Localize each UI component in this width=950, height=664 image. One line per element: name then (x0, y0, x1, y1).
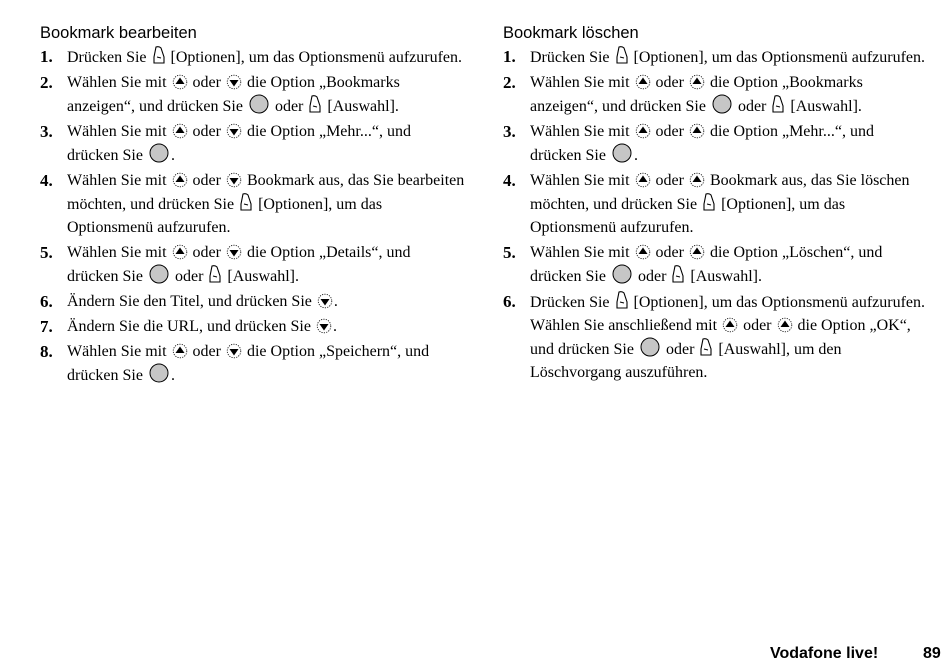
nav-down-icon (226, 343, 242, 359)
softkey-right-icon (615, 45, 629, 65)
step-text: oder (651, 123, 688, 140)
step-number: 4. (503, 171, 516, 190)
step-text: oder (739, 317, 776, 334)
step-text: Bookmark aus, das Sie bearbeiten möchten, und drücken Sie (67, 172, 465, 213)
step-text: oder (188, 172, 225, 189)
nav-up-icon (689, 74, 705, 90)
step-text: . (332, 318, 337, 335)
step-item (503, 241, 928, 288)
nav-up-icon (689, 244, 705, 260)
step-text: Wählen Sie mit (530, 123, 634, 140)
section-heading: Bookmark bearbeiten (40, 24, 197, 42)
step-text: oder (188, 123, 225, 140)
step-text: Wählen Sie mit (67, 74, 171, 91)
step-text: Wählen Sie mit (67, 343, 171, 360)
step-number: 6. (503, 292, 516, 311)
step-text: oder (188, 343, 225, 360)
step-text: die Option „Löschen“, und drücken Sie (530, 244, 883, 285)
step-number: 5. (503, 243, 516, 262)
step-text: [Auswahl]. (323, 98, 399, 115)
step-item (40, 290, 465, 313)
nav-down-icon (317, 293, 333, 309)
step-text: oder (270, 98, 308, 115)
step-number: 5. (40, 243, 53, 262)
step-text: Wählen Sie mit (67, 172, 171, 189)
nav-down-icon (316, 318, 332, 334)
step-number: 4. (40, 171, 53, 190)
step-text: . (333, 293, 338, 310)
step-text: [Auswahl]. (223, 268, 299, 285)
step-text: [Optionen], um das Optionsmenü aufzurufen. Wählen Sie anschließend mit (530, 294, 926, 334)
step-text: Ändern Sie die URL, und drücken Sie (67, 318, 315, 335)
step-text: [Optionen], um das Optionsmenü aufzurufen. (530, 196, 846, 236)
step-list (503, 45, 928, 384)
step-text: . (170, 367, 175, 384)
step-text: . (170, 147, 175, 164)
page-number: 89 (923, 645, 941, 662)
center-key-icon (148, 264, 170, 284)
softkey-right-icon (208, 264, 222, 284)
step-text: Wählen Sie mit (67, 123, 171, 140)
softkey-right-icon (308, 94, 322, 114)
step-text: oder (188, 244, 225, 261)
step-number: 2. (503, 73, 516, 92)
step-item (40, 315, 465, 338)
step-text: Drücken Sie (530, 49, 614, 66)
nav-up-icon (172, 74, 188, 90)
step-text: oder (188, 74, 225, 91)
step-number: 3. (503, 122, 516, 141)
softkey-right-icon (702, 192, 716, 212)
step-text: [Auswahl]. (786, 98, 862, 115)
center-key-icon (711, 94, 733, 114)
step-text: oder (651, 74, 688, 91)
nav-up-icon (172, 172, 188, 188)
step-item (40, 45, 465, 69)
step-text: oder (633, 268, 671, 285)
step-text: . (633, 147, 638, 164)
nav-down-icon (226, 74, 242, 90)
section-delete-bookmark (503, 22, 928, 386)
step-item (503, 45, 928, 69)
nav-up-icon (635, 172, 651, 188)
step-text: die Option „Details“, und drücken Sie (67, 244, 411, 285)
step-item (40, 120, 465, 167)
step-number: 1. (40, 47, 53, 66)
step-number: 3. (40, 122, 53, 141)
step-text: oder (661, 341, 699, 358)
step-text: Drücken Sie (67, 49, 151, 66)
step-number: 8. (40, 342, 53, 361)
step-text: oder (733, 98, 771, 115)
nav-down-icon (226, 172, 242, 188)
nav-up-icon (635, 244, 651, 260)
center-key-icon (248, 94, 270, 114)
section-heading: Bookmark löschen (503, 24, 639, 42)
nav-up-icon (635, 74, 651, 90)
step-text: die Option „Bookmarks anzeigen“, und drücken Sie (530, 74, 863, 115)
center-key-icon (611, 143, 633, 163)
softkey-right-icon (771, 94, 785, 114)
nav-up-icon (722, 317, 738, 333)
center-key-icon (148, 143, 170, 163)
step-text: die Option „Mehr...“, und drücken Sie (67, 123, 411, 164)
nav-up-icon (172, 244, 188, 260)
step-item (503, 120, 928, 167)
step-item (503, 169, 928, 239)
step-text: [Optionen], um das Optionsmenü aufzurufen. (629, 49, 926, 66)
step-number: 1. (503, 47, 516, 66)
nav-up-icon (172, 123, 188, 139)
step-text: die Option „Mehr...“, und drücken Sie (530, 123, 874, 164)
step-number: 6. (40, 292, 53, 311)
center-key-icon (148, 363, 170, 383)
center-key-icon (611, 264, 633, 284)
step-number: 2. (40, 73, 53, 92)
nav-up-icon (689, 123, 705, 139)
nav-down-icon (226, 123, 242, 139)
step-text: oder (651, 244, 688, 261)
step-text: Ändern Sie den Titel, und drücken Sie (67, 293, 316, 310)
nav-up-icon (689, 172, 705, 188)
step-text: die Option „Bookmarks anzeigen“, und drücken Sie (67, 74, 400, 115)
step-item (40, 169, 465, 239)
step-item (40, 340, 465, 387)
step-text: Wählen Sie mit (530, 74, 634, 91)
footer-brand: Vodafone live! (770, 645, 879, 662)
nav-up-icon (172, 343, 188, 359)
step-text: oder (651, 172, 688, 189)
step-item (40, 241, 465, 288)
softkey-right-icon (152, 45, 166, 65)
step-item (503, 290, 928, 384)
softkey-right-icon (239, 192, 253, 212)
step-number: 7. (40, 317, 53, 336)
softkey-right-icon (671, 264, 685, 284)
step-text: Drücken Sie (530, 294, 614, 311)
step-text: [Auswahl], um den Löschvorgang auszuführen. (530, 341, 842, 381)
softkey-right-icon (699, 337, 713, 357)
step-text: [Auswahl]. (686, 268, 762, 285)
softkey-right-icon (615, 290, 629, 310)
section-edit-bookmark (40, 22, 465, 389)
step-text: Wählen Sie mit (67, 244, 171, 261)
step-text: [Optionen], um das Optionsmenü aufzurufen. (67, 196, 383, 236)
nav-up-icon (777, 317, 793, 333)
step-text: Wählen Sie mit (530, 244, 634, 261)
step-text: Bookmark aus, das Sie löschen möchten, und drücken Sie (530, 172, 910, 213)
step-text: die Option „OK“, und drücken Sie (530, 317, 911, 358)
center-key-icon (639, 337, 661, 357)
step-list (40, 45, 465, 387)
step-item (40, 71, 465, 118)
nav-up-icon (635, 123, 651, 139)
step-text: oder (170, 268, 208, 285)
nav-down-icon (226, 244, 242, 260)
step-text: [Optionen], um das Optionsmenü aufzurufen. (166, 49, 463, 66)
step-text: die Option „Speichern“, und drücken Sie (67, 343, 430, 384)
step-text: Wählen Sie mit (530, 172, 634, 189)
step-item (503, 71, 928, 118)
